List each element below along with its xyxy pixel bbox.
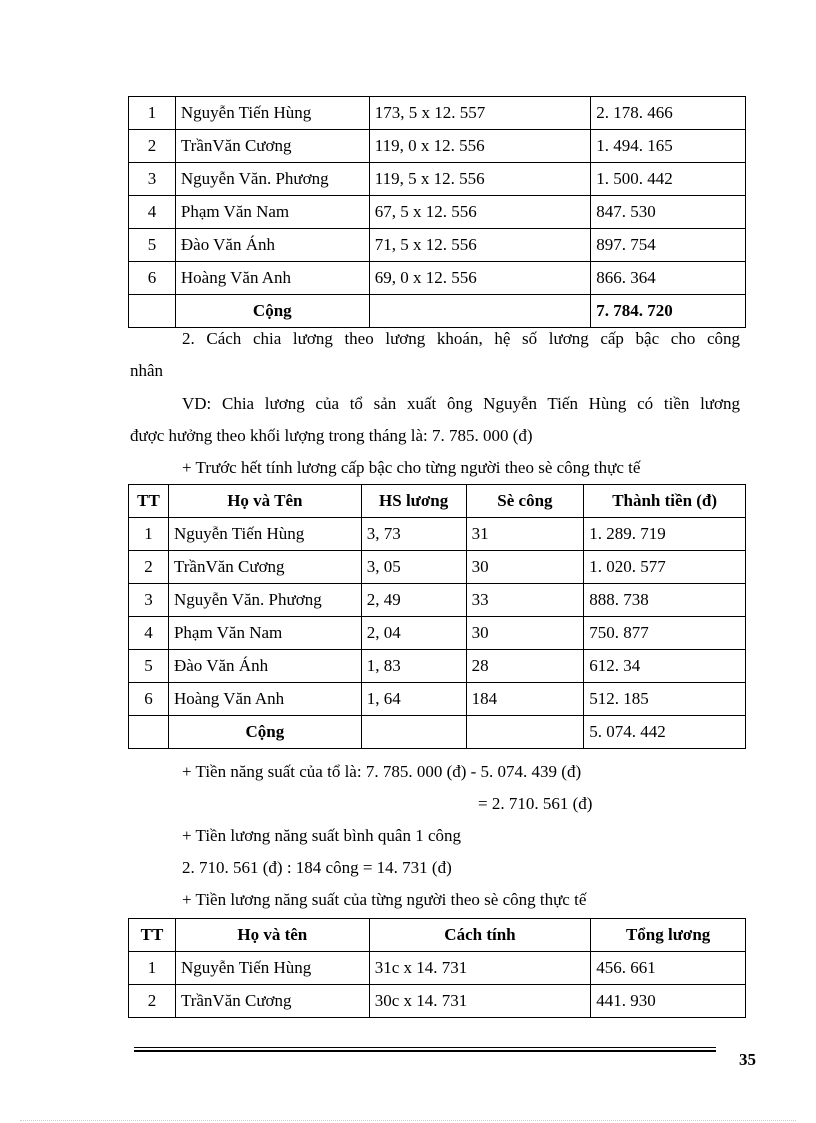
row-number: 2	[129, 130, 176, 163]
section-heading-continuation: nhân	[130, 361, 164, 380]
amount: 750. 877	[584, 617, 746, 650]
amount: 612. 34	[584, 650, 746, 683]
productivity-result: = 2. 710. 561 (đ)	[478, 794, 593, 813]
amount: 897. 754	[591, 229, 746, 262]
row-number: 4	[129, 617, 169, 650]
row-number: 1	[129, 952, 176, 985]
step-text: + Trước hết tính lương cấp bậc cho từng người theo sè công thực tế	[182, 458, 641, 477]
row-number: 5	[129, 229, 176, 262]
total-wage: 441. 930	[591, 985, 746, 1018]
employee-name: TrầnVăn Cương	[168, 551, 361, 584]
empty-cell	[129, 716, 169, 749]
table-row	[129, 952, 746, 985]
calculation: 69, 0 x 12. 556	[369, 262, 591, 295]
footer-rule-top	[134, 1047, 716, 1048]
table-row	[129, 262, 746, 295]
table-row	[129, 97, 746, 130]
wage-coefficient: 3, 73	[361, 518, 466, 551]
header-cell: Họ và Tên	[168, 485, 361, 518]
row-number: 5	[129, 650, 169, 683]
table-row	[129, 518, 746, 551]
header-cell: HS lương	[361, 485, 466, 518]
work-days: 30	[466, 551, 584, 584]
employee-name: Phạm Văn Nam	[168, 617, 361, 650]
amount: 888. 738	[584, 584, 746, 617]
page-number: 35	[739, 1050, 756, 1069]
employee-name: Phạm Văn Nam	[175, 196, 369, 229]
header-cell: Sè công	[466, 485, 584, 518]
table-row	[129, 985, 746, 1018]
header-cell: TT	[129, 485, 169, 518]
table-row	[129, 229, 746, 262]
example-text: VD: Chia lương của tổ sản xuất ông Nguyễn Tiến Hùng có tiền lương	[182, 394, 740, 413]
work-days: 31	[466, 518, 584, 551]
page-edge-divider	[20, 1120, 796, 1121]
employee-name: Nguyễn Văn. Phương	[168, 584, 361, 617]
productivity-text: + Tiền năng suất của tổ là: 7. 785. 000 (đ) - 5. 074. 439 (đ)	[182, 762, 582, 781]
average-calculation: 2. 710. 561 (đ) : 184 công = 14. 731 (đ)	[182, 858, 452, 877]
empty-cell	[361, 716, 466, 749]
work-days: 28	[466, 650, 584, 683]
calculation: 119, 0 x 12. 556	[369, 130, 591, 163]
row-number: 2	[129, 985, 176, 1018]
wage-coefficient: 2, 04	[361, 617, 466, 650]
table-row	[129, 617, 746, 650]
table-row	[129, 683, 746, 716]
employee-name: Nguyễn Tiến Hùng	[175, 952, 369, 985]
amount: 512. 185	[584, 683, 746, 716]
row-number: 2	[129, 551, 169, 584]
empty-cell	[129, 295, 176, 328]
employee-name: Nguyễn Tiến Hùng	[175, 97, 369, 130]
header-cell: TT	[129, 919, 176, 952]
employee-name: TrầnVăn Cương	[175, 985, 369, 1018]
amount: 866. 364	[591, 262, 746, 295]
header-cell: Họ và tên	[175, 919, 369, 952]
calculation: 173, 5 x 12. 557	[369, 97, 591, 130]
amount: 1. 494. 165	[591, 130, 746, 163]
employee-name: Hoàng Văn Anh	[168, 683, 361, 716]
amount: 847. 530	[591, 196, 746, 229]
table-row	[129, 163, 746, 196]
amount: 1. 020. 577	[584, 551, 746, 584]
wage-coefficient: 3, 05	[361, 551, 466, 584]
section-heading: 2. Cách chia lương theo lương khoán, hệ số lương cấp bậc cho công	[182, 329, 740, 348]
total-wage: 456. 661	[591, 952, 746, 985]
employee-name: TrầnVăn Cương	[175, 130, 369, 163]
total-amount: 7. 784. 720	[591, 295, 746, 328]
row-number: 4	[129, 196, 176, 229]
row-number: 6	[129, 262, 176, 295]
calculation: 30c x 14. 731	[369, 985, 591, 1018]
total-label: Cộng	[175, 295, 369, 328]
calculation: 119, 5 x 12. 556	[369, 163, 591, 196]
amount: 1. 289. 719	[584, 518, 746, 551]
row-number: 3	[129, 163, 176, 196]
wage-coefficient: 1, 64	[361, 683, 466, 716]
calculation: 31c x 14. 731	[369, 952, 591, 985]
work-days: 184	[466, 683, 584, 716]
average-label: + Tiền lương năng suất bình quân 1 công	[182, 826, 462, 845]
row-number: 3	[129, 584, 169, 617]
row-number: 1	[129, 97, 176, 130]
table-row	[129, 551, 746, 584]
amount: 2. 178. 466	[591, 97, 746, 130]
wage-table-3	[128, 918, 746, 1018]
header-row	[129, 485, 746, 518]
amount: 1. 500. 442	[591, 163, 746, 196]
calculation: 71, 5 x 12. 556	[369, 229, 591, 262]
step-text: + Tiền lương năng suất của từng người theo sè công thực tế	[182, 890, 587, 909]
example-text-continuation: được hưởng theo khối lượng trong tháng là: 7. 785. 000 (đ)	[130, 426, 533, 445]
total-amount: 5. 074. 442	[584, 716, 746, 749]
employee-name: Nguyễn Văn. Phương	[175, 163, 369, 196]
header-cell: Cách tính	[369, 919, 591, 952]
footer-rule-bottom	[134, 1050, 716, 1052]
row-number: 6	[129, 683, 169, 716]
total-row	[129, 716, 746, 749]
employee-name: Đào Văn Ánh	[168, 650, 361, 683]
row-number: 1	[129, 518, 169, 551]
work-days: 30	[466, 617, 584, 650]
total-label: Cộng	[168, 716, 361, 749]
wage-coefficient: 2, 49	[361, 584, 466, 617]
employee-name: Đào Văn Ánh	[175, 229, 369, 262]
wage-coefficient: 1, 83	[361, 650, 466, 683]
table-row	[129, 196, 746, 229]
employee-name: Nguyễn Tiến Hùng	[168, 518, 361, 551]
header-cell: Thành tiền (đ)	[584, 485, 746, 518]
wage-table-2	[128, 484, 746, 749]
calculation: 67, 5 x 12. 556	[369, 196, 591, 229]
table-row	[129, 130, 746, 163]
employee-name: Hoàng Văn Anh	[175, 262, 369, 295]
empty-cell	[466, 716, 584, 749]
wage-table-1	[128, 96, 746, 328]
header-row	[129, 919, 746, 952]
table-row	[129, 584, 746, 617]
header-cell: Tổng lương	[591, 919, 746, 952]
work-days: 33	[466, 584, 584, 617]
table-row	[129, 650, 746, 683]
